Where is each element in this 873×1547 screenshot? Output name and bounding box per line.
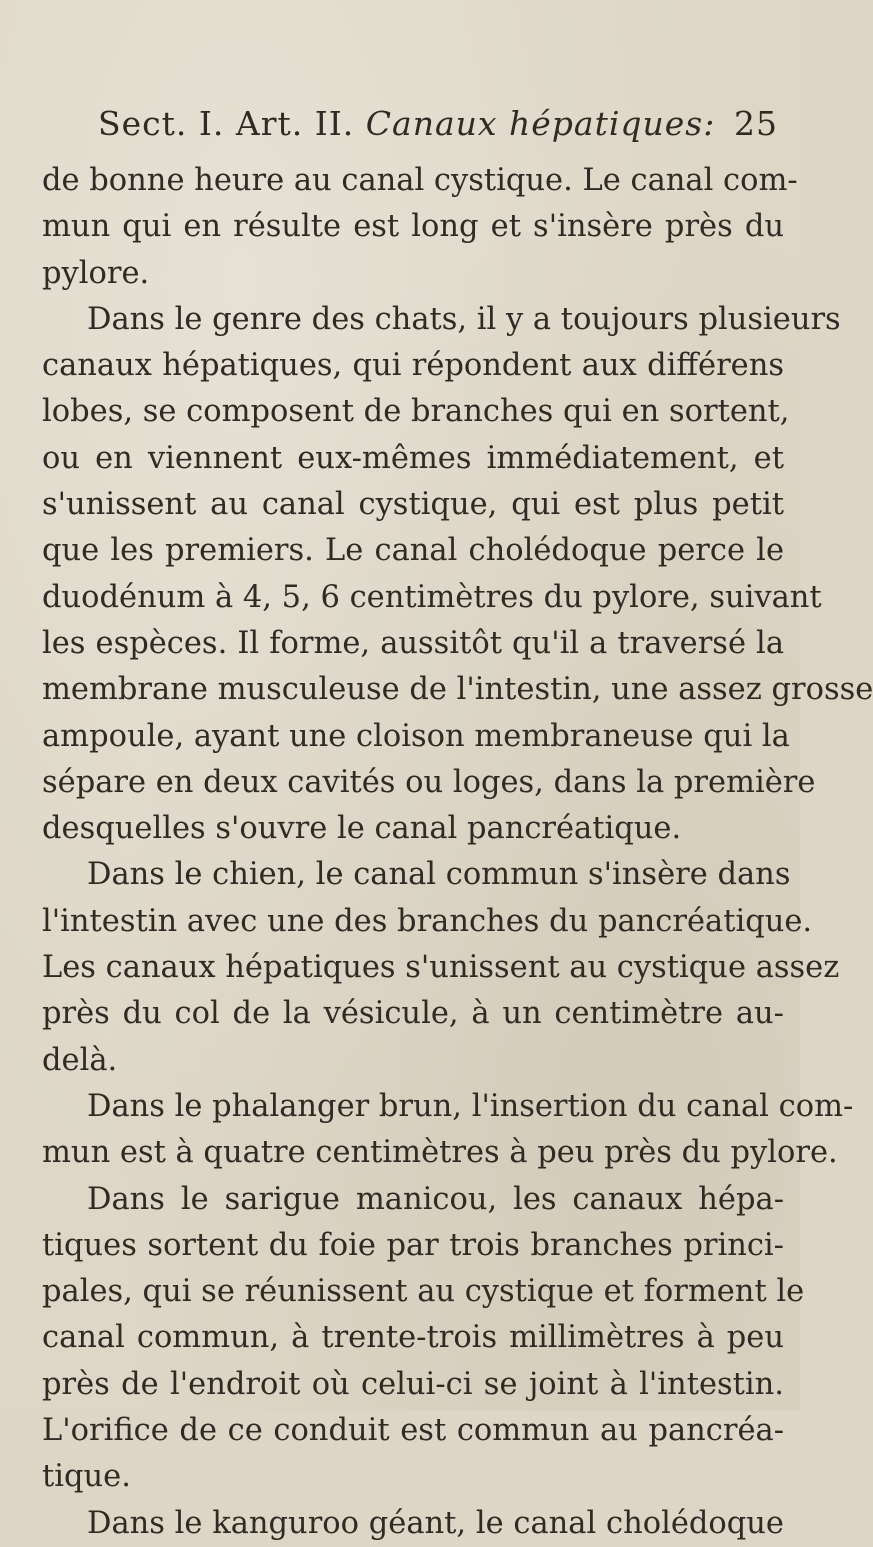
page-header: [98, 104, 778, 152]
text-line: les espèces. Il forme, aussitôt qu'il a traversé la: [42, 625, 784, 661]
text-line: Dans le sarigue manicou, les canaux hépa-: [87, 1181, 784, 1217]
text-line: pales, qui se réunissent au cystique et forment le: [42, 1274, 805, 1310]
text-line: que les premiers. Le canal cholédoque perce le: [42, 533, 784, 569]
running-head-title: Canaux hépatiques:: [365, 104, 716, 143]
text-line: l'intestin avec une des branches du pancréatique.: [42, 903, 813, 939]
text-line: tiques sortent du foie par trois branches princi-: [42, 1227, 784, 1263]
text-line: duodénum à 4, 5, 6 centimètres du pylore, suivant: [42, 579, 822, 615]
text-line: ampoule, ayant une cloison membraneuse qui la: [42, 718, 790, 754]
text-line: mun qui en résulte est long et s'insère près du: [42, 209, 784, 245]
text-line: s'unissent au canal cystique, qui est plus petit: [42, 487, 784, 523]
text-line: canaux hépatiques, qui répondent aux différens: [42, 348, 784, 384]
text-line: près de l'endroit où celui-ci se joint à l'intestin.: [42, 1366, 784, 1402]
text-line: mun est à quatre centimètres à peu près du pylore.: [42, 1135, 838, 1171]
text-line: canal commun, à trente-trois millimètres à peu: [42, 1320, 784, 1356]
text-line: sépare en deux cavités ou loges, dans la première: [42, 764, 816, 800]
text-line: desquelles s'ouvre le canal pancréatique.: [42, 811, 682, 847]
text-line: pylore.: [42, 255, 150, 291]
text-line: membrane musculeuse de l'intestin, une assez grosse: [42, 672, 873, 708]
text-line: Dans le phalanger brun, l'insertion du canal com-: [87, 1088, 854, 1124]
text-line: de bonne heure au canal cystique. Le canal com-: [42, 163, 798, 198]
text-line: Dans le kanguroo géant, le canal cholédoque: [87, 1505, 784, 1541]
text-line: Dans le chien, le canal commun s'insère dans: [87, 857, 791, 893]
text-line: L'orifice de ce conduit est commun au pancréa-: [42, 1413, 784, 1449]
running-head: [98, 104, 715, 143]
text-line: près du col de la vésicule, à un centimètre au-: [42, 996, 784, 1032]
text-line: Dans le genre des chats, il y a toujours plusieurs: [87, 301, 841, 337]
text-line: ou en viennent eux-mêmes immédiatement, et: [42, 440, 784, 476]
running-head-section: Sect. I. Art. II.: [98, 104, 355, 143]
text-line: Les canaux hépatiques s'unissent au cystique assez: [42, 950, 840, 986]
text-line: lobes, se composent de branches qui en sortent,: [42, 394, 790, 430]
text-line: delà.: [42, 1042, 118, 1078]
page-number: 25: [734, 104, 778, 143]
text-line: tique.: [42, 1459, 131, 1495]
body-text: [42, 158, 873, 1547]
